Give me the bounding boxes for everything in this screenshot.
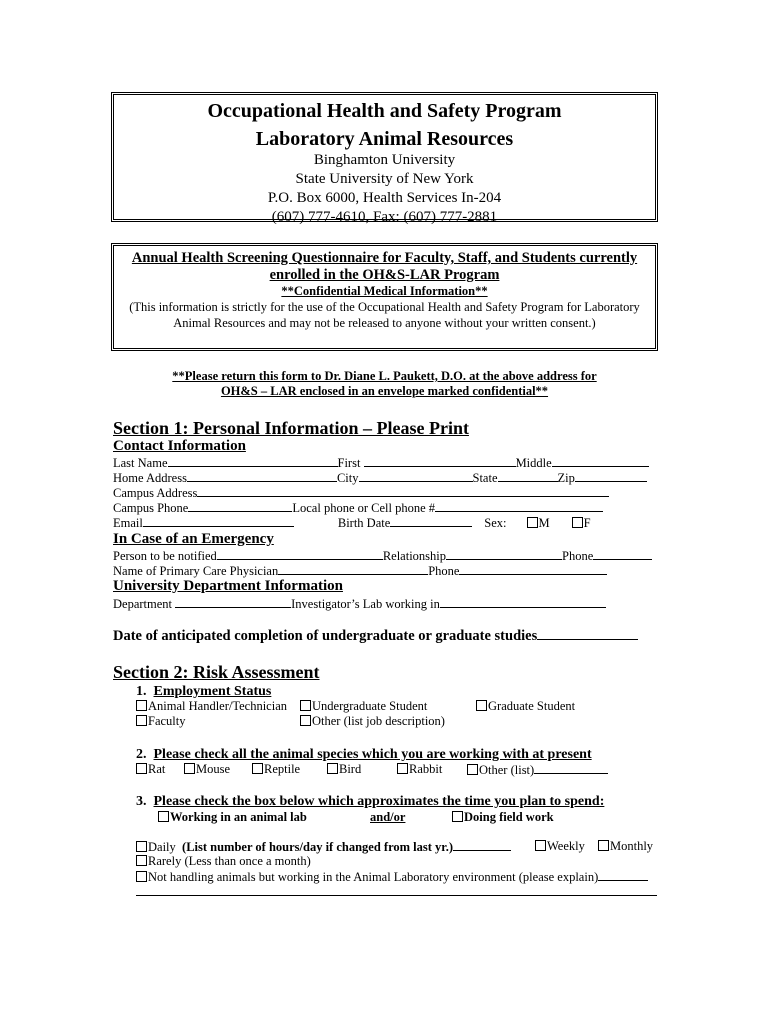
cell-phone-field[interactable] [435,500,603,512]
campus-phone-field[interactable] [188,500,292,512]
investigator-lab-field[interactable] [440,596,606,608]
undergrad-checkbox[interactable] [300,700,311,711]
hours-per-day-field[interactable] [453,839,511,851]
other-species-field[interactable] [534,762,608,774]
department-field[interactable] [175,596,291,608]
species-reptile: Reptile [252,762,300,777]
faculty-checkbox[interactable] [136,715,147,726]
physician-phone-field[interactable] [459,563,607,575]
bird-checkbox[interactable] [327,763,338,774]
confidential-text: (This information is strictly for the use of the Occupational Health and Safety Program for Laboratory Animal Resources and may not be released to anyone without your written consent.) [129,300,640,330]
q3-heading: 3. Please check the box below which approximates the time you plan to spend: [136,794,605,809]
completion-date-field[interactable] [537,626,638,640]
zip-field[interactable] [575,470,647,482]
birth-date-field[interactable] [390,515,472,527]
program-title: Occupational Health and Safety Program [207,100,562,122]
sex-male-checkbox[interactable] [527,517,538,528]
rarely-checkbox[interactable] [136,855,147,866]
grad-checkbox[interactable] [476,700,487,711]
completion-row: Date of anticipated completion of undergraduate or graduate studies [113,626,638,645]
not-handling-checkbox[interactable] [136,871,147,882]
weekly-option: Weekly [535,839,585,854]
rat-checkbox[interactable] [136,763,147,774]
field-work-checkbox[interactable] [452,811,463,822]
phone-row: Campus Phone Local phone or Cell phone # [113,500,603,516]
campus-address-row: Campus Address [113,485,609,501]
working-lab-option: Working in an animal lab [158,810,307,825]
header-box [111,92,658,225]
department-row: Department Investigator’s Lab working in [113,596,606,612]
q1-row2-mid: Other (list job description) [300,714,445,729]
middle-name-field[interactable] [552,455,649,467]
daily-checkbox[interactable] [136,841,147,852]
last-name-field[interactable] [168,455,338,467]
university-system: State University of New York [295,171,474,187]
return-instructions [111,369,658,399]
andor-label: and/or [370,810,406,824]
section1-title: Section 1: Personal Information – Please Print [113,418,469,438]
other-job-checkbox[interactable] [300,715,311,726]
handler-checkbox[interactable] [136,700,147,711]
q1-row1-right: Graduate Student [476,699,575,714]
program-subtitle: Laboratory Animal Resources [255,128,514,150]
city-field[interactable] [359,470,473,482]
rarely-option: Rarely (Less than once a month) [136,854,311,869]
reptile-checkbox[interactable] [252,763,263,774]
name-row: Last Name First Middle [113,455,649,471]
monthly-option: Monthly [598,839,653,854]
email-row: Email Birth Date Sex: M F [113,516,591,530]
notice-box [111,243,658,351]
physician-row: Name of Primary Care Physician Phone [113,563,607,579]
sex-female-checkbox[interactable] [572,517,583,528]
campus-address-field[interactable] [197,485,609,497]
home-address-field[interactable] [187,470,337,482]
species-mouse: Mouse [184,762,230,777]
weekly-checkbox[interactable] [535,840,546,851]
monthly-checkbox[interactable] [598,840,609,851]
species-rat: Rat [136,762,165,777]
university-name: Binghamton University [313,152,456,168]
po-box: P.O. Box 6000, Health Services In-204 [267,190,502,206]
department-heading: University Department Information [113,578,343,594]
q1-heading: 1. Employment Status [136,684,272,699]
q1-row1: Animal Handler/Technician [136,699,287,714]
not-handling-explain-field[interactable] [598,869,648,881]
return-line-2: OH&S – LAR enclosed in an envelope marked confidential** [220,384,549,398]
q1-row1-mid: Undergraduate Student [300,699,427,714]
physician-name-field[interactable] [278,563,428,575]
emergency-phone-field[interactable] [593,548,652,560]
species-rabbit: Rabbit [397,762,442,777]
emergency-contact-row: Person to be notified Relationship Phone [113,548,652,564]
mouse-checkbox[interactable] [184,763,195,774]
email-field[interactable] [143,515,294,527]
emergency-heading: In Case of an Emergency [113,531,274,547]
return-line-1: **Please return this form to Dr. Diane L. Paukett, D.O. at the above address for [172,369,597,383]
working-lab-checkbox[interactable] [158,811,169,822]
relationship-field[interactable] [446,548,562,560]
q1-row2: Faculty [136,714,186,729]
species-bird: Bird [327,762,361,777]
q2-heading: 2. Please check all the animal species which you are working with at present [136,747,592,762]
rabbit-checkbox[interactable] [397,763,408,774]
phone-fax: (607) 777-4610, Fax: (607) 777-2881 [271,209,498,225]
contact-info-heading: Contact Information [113,438,246,454]
state-field[interactable] [498,470,558,482]
other-species-checkbox[interactable] [467,764,478,775]
daily-row: Daily (List number of hours/day if changed from last yr.) [136,839,511,855]
explain-line[interactable] [136,895,657,896]
first-name-field[interactable] [364,455,516,467]
field-work-option: Doing field work [452,810,554,825]
not-handling-option: Not handling animals but working in the Animal Laboratory environment (please explain) [136,869,648,885]
confidential-label: **Confidential Medical Information** [281,284,488,298]
questionnaire-heading: Annual Health Screening Questionnaire for Faculty, Staff, and Students currently enrolled in the OH&S-LAR Program [131,250,638,283]
species-other: Other (list) [467,762,608,778]
home-address-row: Home Address City State Zip [113,470,647,486]
emergency-name-field[interactable] [217,548,383,560]
section2-title: Section 2: Risk Assessment [113,662,320,682]
